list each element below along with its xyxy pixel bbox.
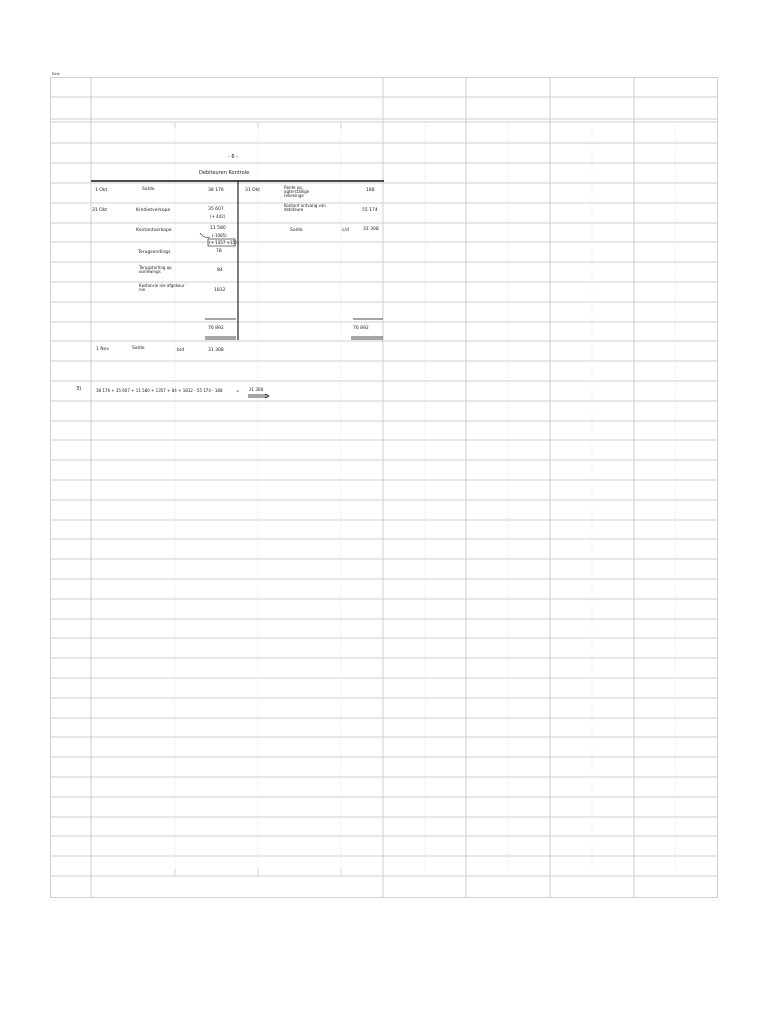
grid-lines — [50, 77, 718, 898]
credit-folio: c/d — [342, 228, 349, 233]
debit-desc: Kwitansie nie afgekeur nie — [139, 283, 185, 292]
calc-equals: = — [236, 388, 240, 393]
balance-desc: Saldo — [132, 346, 145, 351]
corner-label: Blok — [52, 71, 60, 76]
debit-total: 76 892 — [208, 326, 224, 331]
page-number: - 6 - — [228, 154, 238, 160]
credit-desc: Kontant ontvang van debiteure — [284, 203, 326, 212]
debit-desc: Saldo — [142, 187, 155, 192]
balance-folio: b/d — [177, 348, 185, 353]
calc-expression: 38 176 + 35 607 + 11 580 + 1357 + 84 + 1832 - 55 174 - 188 — [96, 388, 223, 393]
credit-total: 76 892 — [353, 326, 369, 331]
calc-label: 3) — [76, 386, 82, 392]
debit-date: 1 Okt — [95, 188, 108, 193]
debit-desc: Terugsendings — [138, 250, 171, 255]
debit-note: (+ 442) — [210, 214, 226, 219]
debit-boxed-note: (+ 1357 +15) — [209, 240, 237, 245]
credit-amount: 188 — [366, 188, 375, 193]
debit-amount: 78 — [216, 249, 222, 254]
debit-desc: Kredietverkope — [136, 208, 171, 213]
debit-desc: Terugstorting op oorlewings — [139, 265, 172, 274]
credit-desc: Rente op agterstallige rekeninge — [284, 185, 310, 198]
debit-note: (-1085) — [212, 233, 227, 238]
debit-amount: 11 580 — [210, 226, 226, 231]
debit-desc: Kontantverkope — [136, 228, 172, 233]
balance-date: 1 Nov — [96, 347, 110, 352]
credit-amount: 55 174 — [362, 208, 378, 213]
credit-date: 31 Okt — [245, 188, 261, 193]
debit-date: 31 Okt — [92, 208, 108, 213]
calc-result: 31 308 — [249, 387, 263, 392]
debit-amount: 35 607 — [208, 207, 224, 212]
balance-amount: 31 308 — [208, 348, 224, 353]
credit-amount: 31 308 — [363, 227, 379, 232]
debit-amount: 38 176 — [208, 188, 224, 193]
credit-desc: Saldo — [290, 228, 303, 233]
debit-amount: 1832 — [214, 288, 226, 293]
ledger-sheet — [50, 77, 718, 898]
debit-amount: 84 — [217, 268, 223, 273]
ledger-title: Debiteuren Kontrole — [199, 170, 250, 176]
